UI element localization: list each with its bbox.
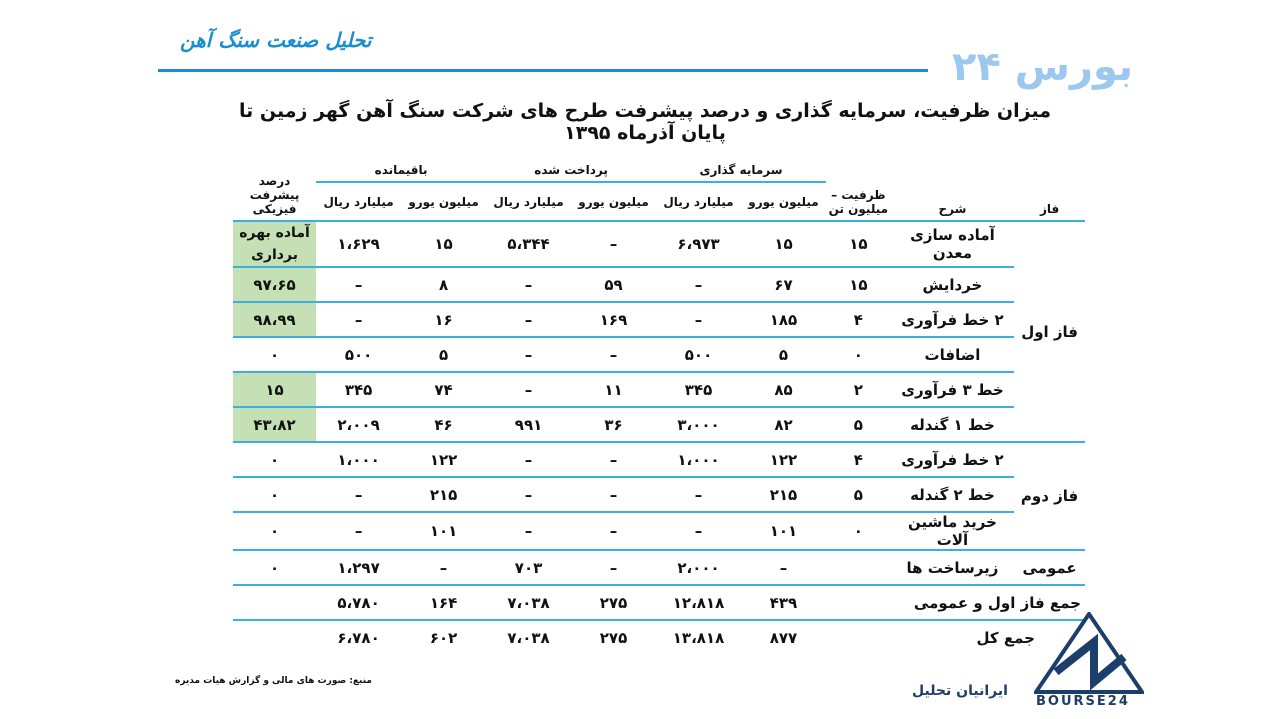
row-desc: خردایش [891, 267, 1014, 302]
total-inv-rial: ۱۲،۸۱۸ [656, 585, 741, 620]
row-rem-rial: ۲،۰۰۹ [316, 407, 401, 442]
row-rem-euro: ۲۱۵ [401, 477, 486, 512]
row-rem-rial: ۱،۶۲۹ [316, 221, 401, 267]
total-row [233, 585, 1085, 620]
table-row [233, 267, 1085, 302]
row-inv-euro: ۱۰۱ [741, 512, 826, 550]
row-rem-euro: ۷۴ [401, 372, 486, 407]
row-progress: ۰ [233, 550, 316, 585]
row-desc: اضافات [891, 337, 1014, 372]
row-inv-rial: – [656, 477, 741, 512]
row-paid-rial: ۹۹۱ [486, 407, 571, 442]
row-inv-euro: ۸۲ [741, 407, 826, 442]
row-progress: ۹۸،۹۹ [233, 302, 316, 337]
row-rem-rial: ۳۴۵ [316, 372, 401, 407]
row-paid-rial: – [486, 302, 571, 337]
row-rem-euro: ۵ [401, 337, 486, 372]
row-inv-rial: ۳۴۵ [656, 372, 741, 407]
grand-total-progress-empty [233, 620, 316, 654]
total-rem-euro: ۱۶۴ [401, 585, 486, 620]
row-inv-rial: ۵۰۰ [656, 337, 741, 372]
row-paid-euro: ۱۱ [571, 372, 656, 407]
row-inv-euro: ۱۵ [741, 221, 826, 267]
phase-second-label: فاز دوم [1014, 442, 1085, 550]
row-rem-euro: – [401, 550, 486, 585]
row-progress: ۰ [233, 477, 316, 512]
table-row [233, 337, 1085, 372]
row-progress: ۰ [233, 512, 316, 550]
header-investment: سرمایه گذاری [699, 163, 783, 177]
row-paid-euro: – [571, 221, 656, 267]
grand-total-paid-euro: ۲۷۵ [571, 620, 656, 654]
table-row [233, 442, 1085, 477]
row-inv-rial: ۱،۰۰۰ [656, 442, 741, 477]
header-remaining: باقیمانده [374, 163, 428, 177]
grand-total-inv-euro: ۸۷۷ [741, 620, 826, 654]
row-capacity: ۰ [826, 337, 891, 372]
header-investment-rial: میلیارد ریال [656, 182, 741, 221]
phase-first-label: فاز اول [1014, 221, 1085, 442]
header-description: شرح [891, 143, 1014, 221]
table-row [233, 512, 1085, 550]
project-table [233, 143, 1085, 654]
row-inv-rial: – [656, 302, 741, 337]
row-rem-euro: ۴۶ [401, 407, 486, 442]
total-label: جمع فاز اول و عمومی [826, 585, 1085, 620]
header-phase: فاز [1014, 143, 1085, 221]
grand-total-inv-rial: ۱۳،۸۱۸ [656, 620, 741, 654]
row-progress: آماده بهره برداری [233, 221, 316, 267]
row-capacity: ۵ [826, 477, 891, 512]
row-capacity: ۰ [826, 512, 891, 550]
row-paid-euro: ۱۶۹ [571, 302, 656, 337]
row-desc: ۲ خط فرآوری [891, 442, 1014, 477]
row-paid-rial: – [486, 442, 571, 477]
table-row [233, 477, 1085, 512]
row-rem-rial: ۱،۲۹۷ [316, 550, 401, 585]
total-progress-empty [233, 585, 316, 620]
row-desc: آماده سازی معدن [891, 221, 1014, 267]
header-paid: پرداخت شده [534, 163, 608, 177]
row-inv-euro: ۸۵ [741, 372, 826, 407]
row-desc: زیرساخت ها [891, 550, 1014, 585]
row-rem-rial: ۱،۰۰۰ [316, 442, 401, 477]
row-desc: خط ۱ گندله [891, 407, 1014, 442]
header-remaining-rial: میلیارد ریال [316, 182, 401, 221]
row-rem-rial: – [316, 267, 401, 302]
row-capacity: ۴ [826, 302, 891, 337]
row-paid-rial: – [486, 372, 571, 407]
row-inv-rial: – [656, 512, 741, 550]
row-paid-rial: ۵،۳۴۴ [486, 221, 571, 267]
logo-text: BOURSE24 [1036, 694, 1130, 709]
row-inv-euro: ۱۸۵ [741, 302, 826, 337]
row-inv-euro: ۵ [741, 337, 826, 372]
header-divider [158, 69, 928, 72]
row-capacity: ۱۵ [826, 267, 891, 302]
row-paid-euro: ۳۶ [571, 407, 656, 442]
table-row [233, 407, 1085, 442]
total-paid-rial: ۷،۰۳۸ [486, 585, 571, 620]
header-paid-euro: میلیون یورو [571, 182, 656, 221]
brand-watermark: بورس ۲۴ [952, 44, 1134, 90]
grand-total-rem-euro: ۶۰۲ [401, 620, 486, 654]
author-credit: ایرانیان تحلیل [912, 683, 1008, 699]
table-row [233, 302, 1085, 337]
row-inv-euro: ۶۷ [741, 267, 826, 302]
row-inv-rial: – [656, 267, 741, 302]
row-progress: ۴۳،۸۲ [233, 407, 316, 442]
row-desc: خرید ماشین آلات [891, 512, 1014, 550]
source-note: منبع: صورت های مالی و گزارش هیات مدیره [175, 676, 372, 686]
row-rem-euro: ۸ [401, 267, 486, 302]
row-capacity: ۴ [826, 442, 891, 477]
table-row [233, 372, 1085, 407]
row-progress: ۹۷،۶۵ [233, 267, 316, 302]
row-inv-rial: ۲،۰۰۰ [656, 550, 741, 585]
row-paid-euro: – [571, 512, 656, 550]
row-paid-rial: – [486, 267, 571, 302]
total-inv-euro: ۴۳۹ [741, 585, 826, 620]
row-rem-euro: ۱۶ [401, 302, 486, 337]
row-progress: ۰ [233, 442, 316, 477]
grand-total-rem-rial: ۶،۷۸۰ [316, 620, 401, 654]
row-progress: ۱۵ [233, 372, 316, 407]
page-header-title: تحلیل صنعت سنگ آهن [180, 28, 372, 52]
row-inv-rial: ۶،۹۷۳ [656, 221, 741, 267]
row-capacity: ۲ [826, 372, 891, 407]
table-row [233, 221, 1085, 267]
phase-general-label: عمومی [1014, 550, 1085, 585]
row-paid-euro: – [571, 477, 656, 512]
row-rem-rial: ۵۰۰ [316, 337, 401, 372]
row-paid-rial: – [486, 477, 571, 512]
row-paid-euro: – [571, 442, 656, 477]
row-rem-rial: – [316, 302, 401, 337]
total-paid-euro: ۲۷۵ [571, 585, 656, 620]
row-desc: خط ۲ گندله [891, 477, 1014, 512]
header-capacity: ظرفیت – میلیون تن [826, 143, 891, 221]
table-row [233, 550, 1085, 585]
header-progress: درصد پیشرفت فیزیکی [233, 143, 316, 221]
row-inv-euro: ۱۲۲ [741, 442, 826, 477]
row-paid-euro: ۵۹ [571, 267, 656, 302]
header-paid-rial: میلیارد ریال [486, 182, 571, 221]
row-capacity: ۱۵ [826, 221, 891, 267]
row-paid-rial: – [486, 512, 571, 550]
row-inv-euro: – [741, 550, 826, 585]
row-paid-euro: – [571, 550, 656, 585]
row-rem-rial: – [316, 512, 401, 550]
row-rem-rial: – [316, 477, 401, 512]
row-inv-euro: ۲۱۵ [741, 477, 826, 512]
row-capacity [826, 550, 891, 585]
row-paid-rial: ۷۰۳ [486, 550, 571, 585]
row-rem-euro: ۱۲۲ [401, 442, 486, 477]
header-investment-euro: میلیون یورو [741, 182, 826, 221]
row-progress: ۰ [233, 337, 316, 372]
row-rem-euro: ۱۵ [401, 221, 486, 267]
grand-total-label: جمع کل [826, 620, 1085, 654]
row-inv-rial: ۳،۰۰۰ [656, 407, 741, 442]
total-rem-rial: ۵،۷۸۰ [316, 585, 401, 620]
row-capacity: ۵ [826, 407, 891, 442]
row-rem-euro: ۱۰۱ [401, 512, 486, 550]
row-paid-rial: – [486, 337, 571, 372]
grand-total-paid-rial: ۷،۰۳۸ [486, 620, 571, 654]
row-paid-euro: – [571, 337, 656, 372]
total-row [233, 620, 1085, 654]
row-desc: ۲ خط فرآوری [891, 302, 1014, 337]
header-remaining-euro: میلیون یورو [401, 182, 486, 221]
row-desc: خط ۳ فرآوری [891, 372, 1014, 407]
table-title: میزان ظرفیت، سرمایه گذاری و درصد پیشرفت طرح های شرکت سنگ آهن گهر زمین تا پایان آذرماه ۱۳۹۵ [238, 100, 1051, 144]
